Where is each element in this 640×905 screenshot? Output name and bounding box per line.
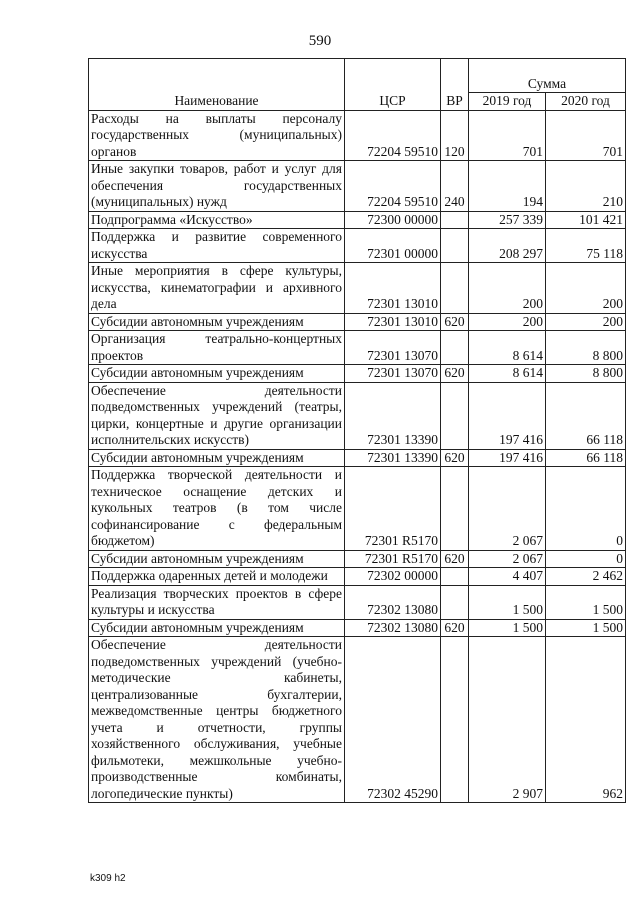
header-year-2019: 2019 год (469, 93, 546, 111)
row-name: Организация театрально-концертных проектов (89, 331, 345, 365)
row-csr: 72301 13070 (345, 331, 441, 365)
row-csr: 72302 00000 (345, 568, 441, 586)
row-2019: 1 500 (469, 585, 546, 619)
row-vr (441, 637, 469, 803)
row-2020: 200 (546, 263, 626, 314)
row-name: Субсидии автономным учреждениям (89, 619, 345, 637)
row-2019: 208 297 (469, 229, 546, 263)
table-row (89, 331, 626, 365)
row-name: Субсидии автономным учреждениям (89, 313, 345, 331)
row-2020: 1 500 (546, 585, 626, 619)
row-2019: 197 416 (469, 449, 546, 467)
table-row (89, 263, 626, 314)
table-row (89, 313, 626, 331)
row-name: Субсидии автономным учреждениям (89, 365, 345, 383)
row-csr: 72301 R5170 (345, 467, 441, 551)
row-vr (441, 568, 469, 586)
table-row (89, 110, 626, 161)
table-row (89, 637, 626, 803)
row-2020: 101 421 (546, 211, 626, 229)
row-2020: 1 500 (546, 619, 626, 637)
row-2020: 210 (546, 161, 626, 212)
row-2019: 8 614 (469, 331, 546, 365)
header-year-2020: 2020 год (546, 93, 626, 111)
row-csr: 72301 13070 (345, 365, 441, 383)
table-row (89, 585, 626, 619)
row-name: Поддержка творческой деятельности и техническое оснащение детских и кукольных театров (в том числе софинансирование с федеральным бюджетом) (89, 467, 345, 551)
row-2020: 2 462 (546, 568, 626, 586)
row-vr: 620 (441, 365, 469, 383)
row-vr: 620 (441, 449, 469, 467)
row-2020: 66 118 (546, 382, 626, 449)
row-2019: 200 (469, 263, 546, 314)
row-name: Иные закупки товаров, работ и услуг для обеспечения государственных (муниципальных) нужд (89, 161, 345, 212)
row-2020: 200 (546, 313, 626, 331)
row-vr (441, 211, 469, 229)
row-2019: 257 339 (469, 211, 546, 229)
header-sum: Сумма (469, 59, 626, 93)
row-csr: 72301 13010 (345, 313, 441, 331)
row-2020: 8 800 (546, 365, 626, 383)
row-csr: 72301 13010 (345, 263, 441, 314)
table-row (89, 467, 626, 551)
row-csr: 72301 R5170 (345, 550, 441, 568)
row-2020: 0 (546, 467, 626, 551)
header-vr: ВР (441, 59, 469, 111)
row-name: Субсидии автономным учреждениям (89, 449, 345, 467)
row-vr (441, 263, 469, 314)
row-vr (441, 382, 469, 449)
row-2019: 194 (469, 161, 546, 212)
table-row (89, 449, 626, 467)
row-vr: 620 (441, 550, 469, 568)
table-row (89, 568, 626, 586)
row-csr: 72302 13080 (345, 585, 441, 619)
row-2020: 0 (546, 550, 626, 568)
row-2019: 701 (469, 110, 546, 161)
row-2019: 200 (469, 313, 546, 331)
row-name: Поддержка одаренных детей и молодежи (89, 568, 345, 586)
row-2020: 75 118 (546, 229, 626, 263)
table-row (89, 382, 626, 449)
row-name: Иные мероприятия в сфере культуры, искусства, кинематографии и архивного дела (89, 263, 345, 314)
row-2019: 197 416 (469, 382, 546, 449)
row-vr: 120 (441, 110, 469, 161)
row-2020: 962 (546, 637, 626, 803)
row-name: Расходы на выплаты персоналу государственных (муниципальных) органов (89, 110, 345, 161)
row-csr: 72301 13390 (345, 382, 441, 449)
budget-table (88, 58, 626, 803)
row-2020: 8 800 (546, 331, 626, 365)
row-csr: 72300 00000 (345, 211, 441, 229)
row-2019: 4 407 (469, 568, 546, 586)
row-2019: 1 500 (469, 619, 546, 637)
table-row (89, 211, 626, 229)
row-csr: 72302 45290 (345, 637, 441, 803)
row-csr: 72301 13390 (345, 449, 441, 467)
row-csr: 72204 59510 (345, 161, 441, 212)
footer-code: k309 h2 (90, 873, 126, 884)
row-2020: 66 118 (546, 449, 626, 467)
row-2020: 701 (546, 110, 626, 161)
table-row (89, 550, 626, 568)
row-vr (441, 331, 469, 365)
row-2019: 2 067 (469, 550, 546, 568)
table-row (89, 365, 626, 383)
row-csr: 72301 00000 (345, 229, 441, 263)
table-row (89, 229, 626, 263)
header-csr: ЦСР (345, 59, 441, 111)
row-vr (441, 585, 469, 619)
row-name: Подпрограмма «Искусство» (89, 211, 345, 229)
header-name: Наименование (89, 59, 345, 111)
row-2019: 8 614 (469, 365, 546, 383)
row-vr: 240 (441, 161, 469, 212)
row-vr (441, 229, 469, 263)
row-name: Субсидии автономным учреждениям (89, 550, 345, 568)
page-number: 590 (308, 33, 332, 49)
row-2019: 2 907 (469, 637, 546, 803)
row-name: Обеспечение деятельности подведомственных учреждений (учебно-методические кабинеты, централизованные бухгалтерии, межведомственные центры бюджетного учета и отчетности, группы хозяйственного обслуживания, учебные фильмотеки, межшкольные учебно-производственные комбинаты, логопедические пункты) (89, 637, 345, 803)
table-row (89, 619, 626, 637)
table-row (89, 161, 626, 212)
row-name: Реализация творческих проектов в сфере культуры и искусства (89, 585, 345, 619)
row-2019: 2 067 (469, 467, 546, 551)
row-csr: 72204 59510 (345, 110, 441, 161)
row-vr: 620 (441, 619, 469, 637)
row-name: Поддержка и развитие современного искусства (89, 229, 345, 263)
row-vr (441, 467, 469, 551)
row-name: Обеспечение деятельности подведомственных учреждений (театры, цирки, концертные и другие организации исполнительских искусств) (89, 382, 345, 449)
row-vr: 620 (441, 313, 469, 331)
row-csr: 72302 13080 (345, 619, 441, 637)
